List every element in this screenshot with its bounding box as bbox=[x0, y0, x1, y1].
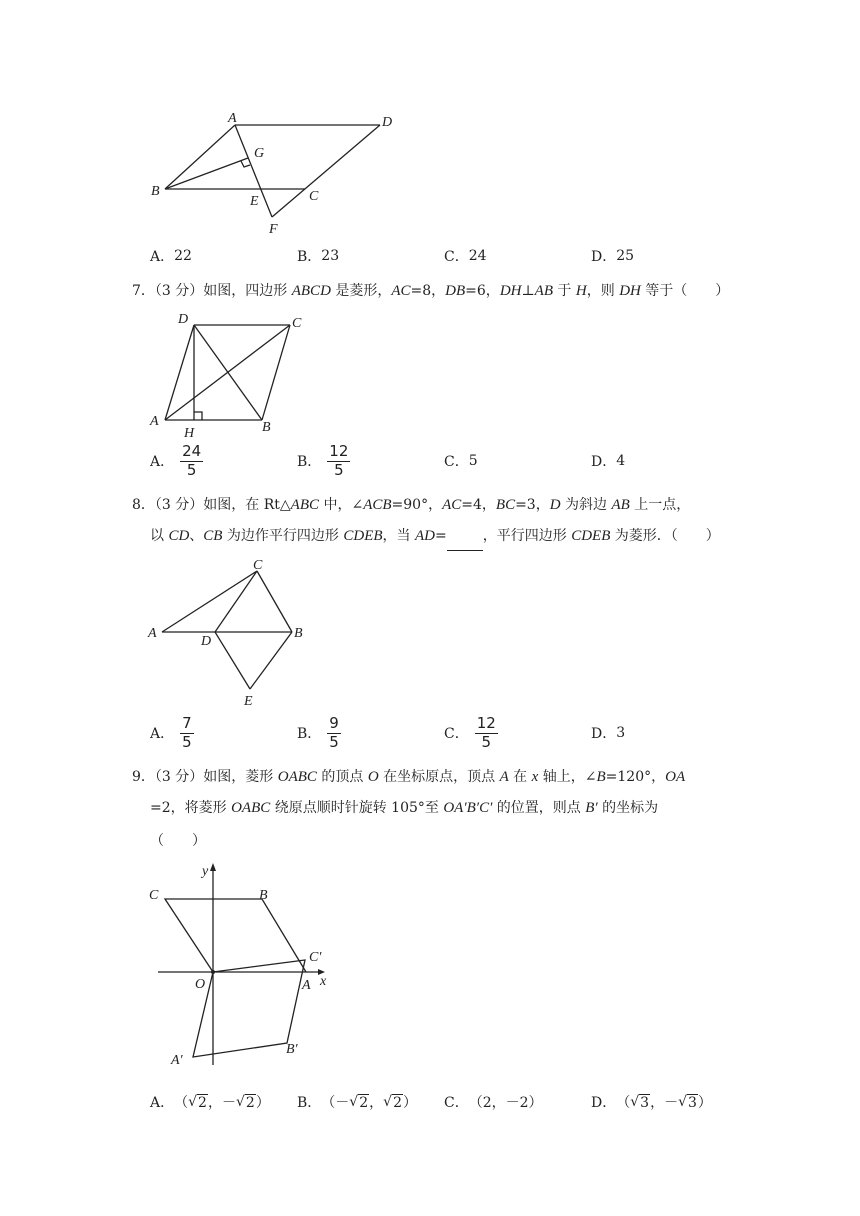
rhombus-OABC bbox=[165, 899, 306, 972]
q9-option-b[interactable]: B． （ － √ 2 ， √ 2 ） bbox=[297, 1094, 417, 1111]
q7-figure bbox=[140, 305, 320, 444]
segment-AB bbox=[165, 125, 235, 189]
sqrt-symbol: √ bbox=[235, 1094, 245, 1110]
label-D: D bbox=[382, 115, 393, 130]
label-F: F bbox=[269, 222, 278, 237]
q8-figure bbox=[140, 553, 330, 717]
q9-stem-line3: （ ） bbox=[150, 833, 206, 849]
label-C-prime: C′ bbox=[309, 950, 322, 965]
label-C: C bbox=[149, 888, 159, 903]
label-D: D bbox=[178, 312, 189, 327]
q6-diagram bbox=[140, 105, 410, 240]
q9-stem-line2: =2，将菱形 OABC 绕原点顺时针旋转 105°至 OA′B′C′ 的位置，则点 B′ 的坐标为 bbox=[150, 800, 659, 816]
q8-option-d[interactable]: D． 3 bbox=[591, 725, 626, 743]
q7-options bbox=[150, 444, 770, 479]
segment-DF bbox=[272, 125, 380, 217]
label-A: A bbox=[228, 111, 237, 126]
q8-option-a[interactable]: A． $\frac{7}{5}$ bbox=[150, 714, 192, 751]
label-O: O bbox=[195, 977, 206, 992]
sqrt-symbol: √ bbox=[630, 1094, 640, 1110]
segment-CD bbox=[215, 571, 257, 632]
q6-options bbox=[150, 246, 770, 266]
label-G: G bbox=[254, 146, 265, 161]
q7-option-d[interactable]: D． 4 bbox=[591, 453, 626, 471]
segment-AD bbox=[165, 325, 194, 420]
q6-option-b[interactable]: B． 23 bbox=[297, 248, 340, 265]
q7-option-a[interactable]: A． $\frac{24}{5}$ bbox=[150, 442, 202, 479]
right-angle-mark bbox=[241, 161, 250, 167]
q9-figure bbox=[140, 855, 340, 1074]
q6-option-a[interactable]: A． 22 bbox=[150, 248, 192, 265]
q9-diagram bbox=[140, 855, 340, 1070]
q6-option-c[interactable]: C． 24 bbox=[444, 248, 487, 265]
y-axis-arrow bbox=[210, 863, 216, 871]
label-D: D bbox=[201, 634, 212, 649]
q6-option-d[interactable]: D． 25 bbox=[591, 248, 635, 265]
sqrt-symbol: √ bbox=[383, 1094, 393, 1110]
label-A-prime: A′ bbox=[171, 1053, 183, 1068]
right-angle-mark bbox=[194, 412, 202, 420]
segment-BG bbox=[165, 158, 248, 189]
q8-options bbox=[150, 716, 770, 751]
diagonal-DB bbox=[194, 325, 262, 420]
segment-BC bbox=[262, 325, 290, 420]
q8-option-c[interactable]: C． $\frac{12}{5}$ bbox=[444, 714, 496, 751]
q6-figure bbox=[140, 105, 410, 244]
q9-option-c[interactable]: C． （2，－2） bbox=[444, 1095, 543, 1111]
label-B: B bbox=[259, 888, 268, 903]
segment-AC bbox=[162, 571, 257, 632]
label-A: A bbox=[148, 626, 157, 641]
label-B-prime: B′ bbox=[286, 1042, 298, 1057]
q8-option-b[interactable]: B． $\frac{9}{5}$ bbox=[297, 714, 339, 751]
answer-blank[interactable] bbox=[447, 536, 483, 551]
origin-point bbox=[211, 970, 215, 974]
label-H: H bbox=[184, 426, 195, 440]
q8-stem-line2: 以 CD、CB 为边作平行四边形 CDEB，当 AD= ，平行四边形 CDEB 为菱形．（ ） bbox=[150, 521, 750, 551]
q8-stem-line1: 8．（3 分）如图，在 Rt△ABC 中，∠ACB=90°，AC=4，BC=3，D 为斜边 AB 上一点， bbox=[132, 497, 691, 513]
q9-option-a[interactable]: A． （ √ 2 ， － √ 2 ） bbox=[150, 1094, 270, 1111]
label-B: B bbox=[262, 420, 271, 435]
q7-diagram bbox=[140, 305, 320, 440]
q7-option-b[interactable]: B． $\frac{12}{5}$ bbox=[297, 442, 349, 479]
label-y: y bbox=[202, 864, 209, 879]
label-C: C bbox=[253, 558, 263, 573]
sqrt-symbol: √ bbox=[678, 1094, 687, 1110]
q7-option-c[interactable]: C． 5 bbox=[444, 453, 478, 471]
q7-stem: 7．（3 分）如图，四边形 ABCD 是菱形，AC=8，DB=6，DH⊥AB 于 H，则 DH 等于（ ） bbox=[132, 283, 730, 299]
q9-option-d[interactable]: D． （ √ 3 ， － √ 3 ） bbox=[591, 1094, 712, 1111]
label-x: x bbox=[320, 974, 327, 989]
label-E: E bbox=[244, 694, 253, 709]
label-A: A bbox=[150, 414, 159, 429]
label-B: B bbox=[294, 626, 303, 641]
segment-CB bbox=[257, 571, 292, 632]
q9-stem-line1: 9．（3 分）如图，菱形 OABC 的顶点 O 在坐标原点，顶点 A 在 x 轴上，∠B=120°，OA bbox=[132, 769, 686, 785]
sqrt-symbol: √ bbox=[188, 1094, 198, 1110]
label-B: B bbox=[151, 184, 160, 199]
q9-options bbox=[150, 1092, 770, 1112]
segment-BE bbox=[250, 632, 292, 689]
sqrt-symbol: √ bbox=[349, 1094, 359, 1110]
label-A: A bbox=[302, 978, 311, 993]
label-C: C bbox=[292, 316, 302, 331]
label-E: E bbox=[250, 194, 259, 209]
segment-DE bbox=[215, 632, 250, 689]
q8-diagram bbox=[140, 553, 330, 713]
label-C: C bbox=[309, 189, 319, 204]
